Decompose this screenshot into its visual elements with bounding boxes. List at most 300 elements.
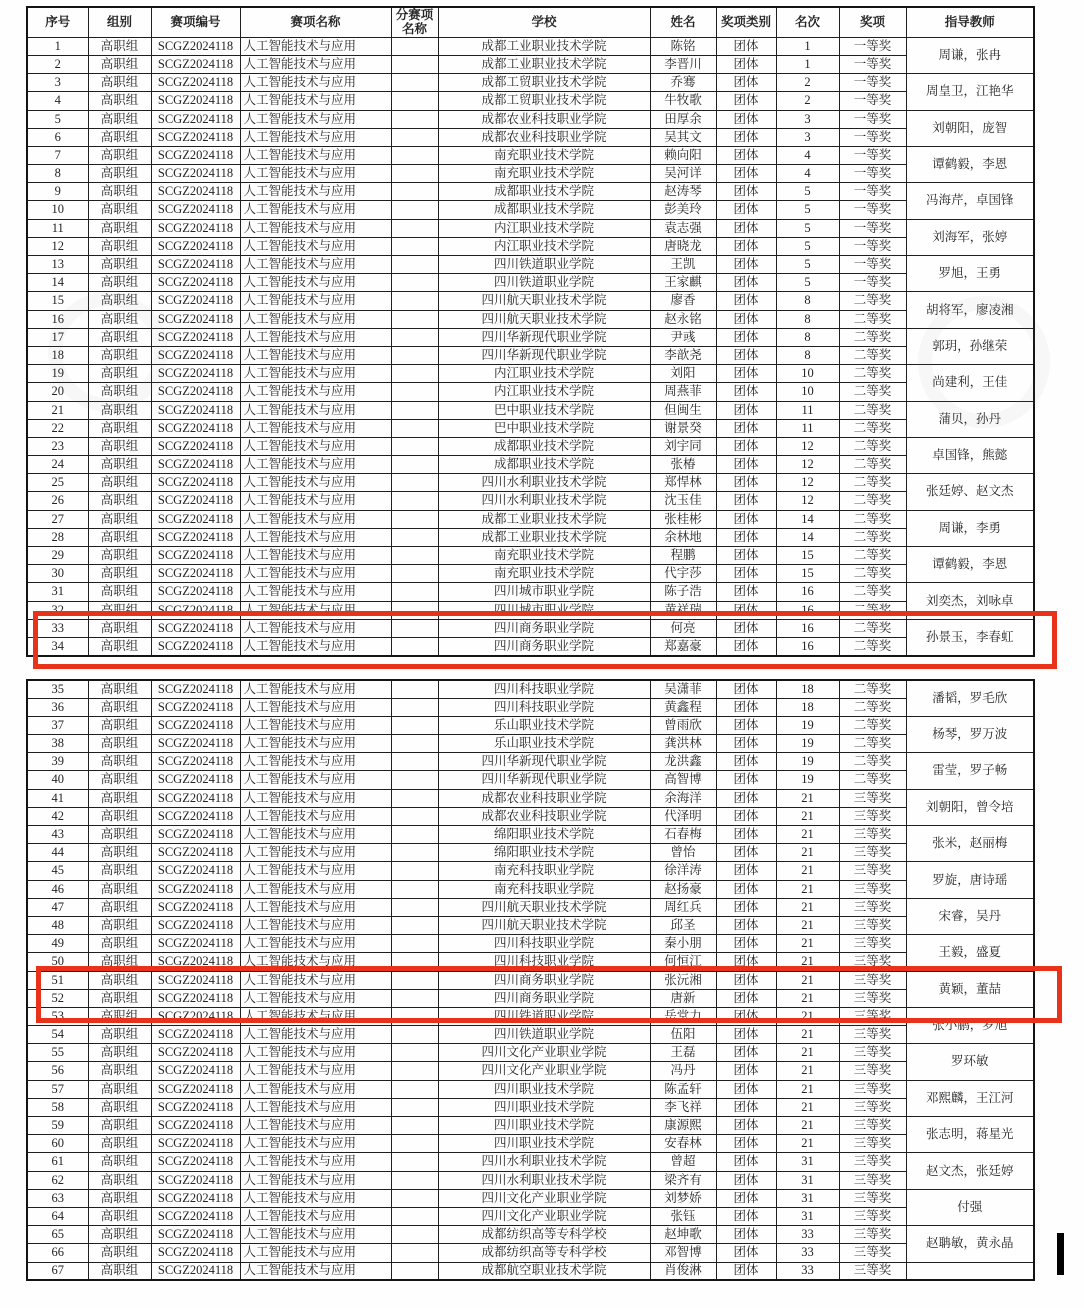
cell-award: 三等奖 — [839, 971, 906, 989]
cell-name: 彭美玲 — [650, 201, 716, 219]
cell-group: 高职组 — [88, 183, 151, 201]
cell-award-category: 团体 — [716, 637, 776, 655]
cell-event-code: SCGZ2024118 — [151, 1153, 240, 1171]
cell-event-code: SCGZ2024118 — [151, 383, 240, 401]
cell-award: 一等奖 — [839, 183, 906, 201]
cell-name: 何亮 — [650, 619, 716, 637]
cell-advisors: 蒲贝，孙丹 — [906, 401, 1034, 437]
cell-rank: 21 — [776, 1026, 839, 1044]
cell-award: 二等奖 — [839, 583, 906, 601]
cell-no: 54 — [27, 1026, 88, 1044]
cell-name: 张桂彬 — [650, 510, 716, 528]
cell-rank: 2 — [776, 92, 839, 110]
cell-event-name: 人工智能技术与应用 — [240, 637, 391, 655]
cell-group: 高职组 — [88, 310, 151, 328]
table-row — [27, 844, 1034, 862]
cell-school: 四川文化产业职业学院 — [438, 1062, 650, 1080]
cell-no: 43 — [27, 826, 88, 844]
cell-name: 周红兵 — [650, 898, 716, 916]
cell-school: 四川水利职业技术学院 — [438, 492, 650, 510]
cell-sub-event — [391, 383, 438, 401]
cell-award: 三等奖 — [839, 1171, 906, 1189]
table-row — [27, 219, 1034, 237]
cell-name: 刘宇同 — [650, 437, 716, 455]
cell-event-code: SCGZ2024118 — [151, 110, 240, 128]
cell-school: 乐山职业技术学院 — [438, 735, 650, 753]
cell-school: 四川航天职业技术学院 — [438, 916, 650, 934]
cell-award: 三等奖 — [839, 1262, 906, 1280]
cell-school: 四川铁道职业学院 — [438, 274, 650, 292]
cell-group: 高职组 — [88, 328, 151, 346]
cell-event-name: 人工智能技术与应用 — [240, 826, 391, 844]
table-row — [27, 146, 1034, 164]
cell-no: 49 — [27, 935, 88, 953]
cell-award-category: 团体 — [716, 1189, 776, 1207]
cell-event-code: SCGZ2024118 — [151, 826, 240, 844]
cell-event-code: SCGZ2024118 — [151, 1189, 240, 1207]
cell-rank: 21 — [776, 916, 839, 934]
cell-advisors: 张廷婷、赵文杰 — [906, 474, 1034, 510]
cell-rank: 4 — [776, 165, 839, 183]
cell-event-code: SCGZ2024118 — [151, 237, 240, 255]
cell-advisors: 杨琴，罗万波 — [906, 716, 1034, 752]
table-row — [27, 1080, 1034, 1098]
cell-sub-event — [391, 1098, 438, 1116]
cell-sub-event — [391, 789, 438, 807]
table-row — [27, 583, 1034, 601]
cell-award-category: 团体 — [716, 789, 776, 807]
cell-event-code: SCGZ2024118 — [151, 698, 240, 716]
cell-group: 高职组 — [88, 55, 151, 73]
cell-name: 王磊 — [650, 1044, 716, 1062]
cell-no: 47 — [27, 898, 88, 916]
cell-rank: 10 — [776, 365, 839, 383]
cell-sub-event — [391, 1244, 438, 1262]
cell-event-name: 人工智能技术与应用 — [240, 953, 391, 971]
cell-group: 高职组 — [88, 844, 151, 862]
cell-award-category: 团体 — [716, 1244, 776, 1262]
cell-award: 三等奖 — [839, 1080, 906, 1098]
cell-rank: 16 — [776, 583, 839, 601]
cell-advisors: 邓熙麟，王江河 — [906, 1080, 1034, 1116]
cell-advisors: 潘韬，罗毛欣 — [906, 680, 1034, 716]
table-row — [27, 274, 1034, 292]
cell-no: 46 — [27, 880, 88, 898]
cell-event-name: 人工智能技术与应用 — [240, 55, 391, 73]
cell-no: 55 — [27, 1044, 88, 1062]
cell-no: 23 — [27, 437, 88, 455]
table-row — [27, 1189, 1034, 1207]
cell-sub-event — [391, 916, 438, 934]
cell-event-code: SCGZ2024118 — [151, 771, 240, 789]
cell-rank: 15 — [776, 565, 839, 583]
cell-name: 张钰 — [650, 1207, 716, 1225]
cell-no: 30 — [27, 565, 88, 583]
table-row — [27, 383, 1034, 401]
cell-award-category: 团体 — [716, 1153, 776, 1171]
cell-award: 二等奖 — [839, 474, 906, 492]
table-row — [27, 1026, 1034, 1044]
cell-event-code: SCGZ2024118 — [151, 492, 240, 510]
cell-name: 曾怡 — [650, 844, 716, 862]
cell-school: 内江职业技术学院 — [438, 383, 650, 401]
cell-school: 四川商务职业学院 — [438, 637, 650, 655]
cell-award-category: 团体 — [716, 419, 776, 437]
cell-rank: 21 — [776, 862, 839, 880]
table-row — [27, 92, 1034, 110]
cell-award-category: 团体 — [716, 565, 776, 583]
highlight-box-rows-33-34 — [33, 611, 1057, 669]
cell-school: 成都工贸职业技术学院 — [438, 92, 650, 110]
cell-event-name: 人工智能技术与应用 — [240, 844, 391, 862]
cell-name: 廖香 — [650, 292, 716, 310]
cell-award: 一等奖 — [839, 201, 906, 219]
cell-no: 11 — [27, 219, 88, 237]
cell-event-code: SCGZ2024118 — [151, 165, 240, 183]
cell-award-category: 团体 — [716, 165, 776, 183]
cell-award: 二等奖 — [839, 547, 906, 565]
cell-event-name: 人工智能技术与应用 — [240, 1080, 391, 1098]
cell-rank: 5 — [776, 274, 839, 292]
cell-rank: 5 — [776, 256, 839, 274]
cell-event-name: 人工智能技术与应用 — [240, 771, 391, 789]
cell-event-name: 人工智能技术与应用 — [240, 274, 391, 292]
cell-no: 50 — [27, 953, 88, 971]
cell-school: 四川水利职业技术学院 — [438, 474, 650, 492]
cell-school: 绵阳职业技术学院 — [438, 826, 650, 844]
cell-event-name: 人工智能技术与应用 — [240, 565, 391, 583]
cell-award: 二等奖 — [839, 346, 906, 364]
cell-event-name: 人工智能技术与应用 — [240, 1135, 391, 1153]
cell-rank: 21 — [776, 953, 839, 971]
cell-group: 高职组 — [88, 401, 151, 419]
cell-event-name: 人工智能技术与应用 — [240, 419, 391, 437]
table-row — [27, 547, 1034, 565]
cell-school: 四川水利职业技术学院 — [438, 1153, 650, 1171]
cell-school: 成都工贸职业技术学院 — [438, 74, 650, 92]
cell-award-category: 团体 — [716, 37, 776, 55]
cell-award-category: 团体 — [716, 528, 776, 546]
cell-award-category: 团体 — [716, 183, 776, 201]
cell-award: 一等奖 — [839, 274, 906, 292]
cell-group: 高职组 — [88, 1189, 151, 1207]
table-row — [27, 807, 1034, 825]
cell-no: 38 — [27, 735, 88, 753]
cell-rank: 14 — [776, 510, 839, 528]
cell-school: 四川航天职业技术学院 — [438, 898, 650, 916]
cell-event-code: SCGZ2024118 — [151, 583, 240, 601]
cell-group: 高职组 — [88, 789, 151, 807]
cell-event-code: SCGZ2024118 — [151, 1135, 240, 1153]
cell-award-category: 团体 — [716, 1262, 776, 1280]
cell-event-name: 人工智能技术与应用 — [240, 492, 391, 510]
cell-name: 秦小朋 — [650, 935, 716, 953]
cell-school: 南充职业技术学院 — [438, 165, 650, 183]
cell-rank: 3 — [776, 110, 839, 128]
cell-no: 39 — [27, 753, 88, 771]
cell-event-code: SCGZ2024118 — [151, 1207, 240, 1225]
cell-no: 6 — [27, 128, 88, 146]
cell-award: 二等奖 — [839, 698, 906, 716]
cell-sub-event — [391, 1135, 438, 1153]
cell-event-code: SCGZ2024118 — [151, 456, 240, 474]
cell-group: 高职组 — [88, 1026, 151, 1044]
cell-name: 沈玉佳 — [650, 492, 716, 510]
cell-event-code: SCGZ2024118 — [151, 274, 240, 292]
cell-sub-event — [391, 1117, 438, 1135]
cell-rank: 8 — [776, 310, 839, 328]
cell-group: 高职组 — [88, 201, 151, 219]
cell-name: 赵涛琴 — [650, 183, 716, 201]
cell-event-name: 人工智能技术与应用 — [240, 1207, 391, 1225]
cell-event-code: SCGZ2024118 — [151, 637, 240, 655]
cell-name: 但闽生 — [650, 401, 716, 419]
table-row — [27, 680, 1034, 698]
cell-award: 一等奖 — [839, 256, 906, 274]
cell-award-category: 团体 — [716, 1117, 776, 1135]
cell-award-category: 团体 — [716, 365, 776, 383]
cell-sub-event — [391, 456, 438, 474]
cell-sub-event — [391, 92, 438, 110]
cell-award: 三等奖 — [839, 1153, 906, 1171]
cell-event-name: 人工智能技术与应用 — [240, 601, 391, 619]
cell-no: 2 — [27, 55, 88, 73]
cell-school: 南充科技职业学院 — [438, 880, 650, 898]
cell-name: 吴其文 — [650, 128, 716, 146]
cell-name: 赵扬豪 — [650, 880, 716, 898]
cell-event-name: 人工智能技术与应用 — [240, 383, 391, 401]
cell-school: 四川华新现代职业学院 — [438, 346, 650, 364]
cell-event-name: 人工智能技术与应用 — [240, 1117, 391, 1135]
cell-event-name: 人工智能技术与应用 — [240, 1226, 391, 1244]
cell-sub-event — [391, 1044, 438, 1062]
cell-event-name: 人工智能技术与应用 — [240, 165, 391, 183]
table-row — [27, 1062, 1034, 1080]
table-row — [27, 346, 1034, 364]
cell-name: 张沅湘 — [650, 971, 716, 989]
cell-event-code: SCGZ2024118 — [151, 680, 240, 698]
cell-award-category: 团体 — [716, 274, 776, 292]
cell-sub-event — [391, 492, 438, 510]
cell-award-category: 团体 — [716, 1026, 776, 1044]
cell-award: 二等奖 — [839, 401, 906, 419]
cell-school: 四川科技职业学院 — [438, 698, 650, 716]
cell-rank: 19 — [776, 753, 839, 771]
header-row — [27, 7, 1034, 37]
cell-rank: 21 — [776, 1080, 839, 1098]
cell-rank: 12 — [776, 456, 839, 474]
cell-group: 高职组 — [88, 383, 151, 401]
cell-group: 高职组 — [88, 880, 151, 898]
cell-event-name: 人工智能技术与应用 — [240, 1189, 391, 1207]
cell-rank: 1 — [776, 55, 839, 73]
cell-award-category: 团体 — [716, 510, 776, 528]
cell-award: 一等奖 — [839, 237, 906, 255]
cell-rank: 31 — [776, 1189, 839, 1207]
table-row — [27, 474, 1034, 492]
cell-event-code: SCGZ2024118 — [151, 844, 240, 862]
cell-event-name: 人工智能技术与应用 — [240, 219, 391, 237]
header-cell-school: 学校 — [438, 7, 650, 37]
cell-event-code: SCGZ2024118 — [151, 935, 240, 953]
cell-advisors: 雷莹，罗子畅 — [906, 753, 1034, 789]
cell-event-name: 人工智能技术与应用 — [240, 365, 391, 383]
cell-group: 高职组 — [88, 165, 151, 183]
cell-advisors: 谭鹤毅，李恩 — [906, 547, 1034, 583]
cell-school: 成都职业技术学院 — [438, 201, 650, 219]
cell-event-code: SCGZ2024118 — [151, 528, 240, 546]
cell-rank: 31 — [776, 1207, 839, 1225]
cell-advisors: 谭鹤毅，李恩 — [906, 146, 1034, 182]
cell-no: 58 — [27, 1098, 88, 1116]
cell-no: 34 — [27, 637, 88, 655]
cell-group: 高职组 — [88, 1244, 151, 1262]
cell-no: 16 — [27, 310, 88, 328]
cell-name: 赵坤歌 — [650, 1226, 716, 1244]
cell-event-code: SCGZ2024118 — [151, 916, 240, 934]
cell-event-code: SCGZ2024118 — [151, 219, 240, 237]
cell-group: 高职组 — [88, 456, 151, 474]
cell-event-name: 人工智能技术与应用 — [240, 437, 391, 455]
cell-no: 37 — [27, 716, 88, 734]
cell-sub-event — [391, 547, 438, 565]
cell-name: 郑嘉豪 — [650, 637, 716, 655]
cell-rank: 21 — [776, 1044, 839, 1062]
cell-event-name: 人工智能技术与应用 — [240, 1098, 391, 1116]
cell-school: 成都农业科技职业学院 — [438, 807, 650, 825]
cell-event-code: SCGZ2024118 — [151, 201, 240, 219]
cell-award: 三等奖 — [839, 1189, 906, 1207]
cell-rank: 11 — [776, 401, 839, 419]
cell-award-category: 团体 — [716, 1062, 776, 1080]
cell-name: 余海洋 — [650, 789, 716, 807]
header-cell-award-category: 奖项类别 — [716, 7, 776, 37]
cell-advisors: 罗环敏 — [906, 1044, 1034, 1080]
cell-sub-event — [391, 1062, 438, 1080]
scan-artifact-black-bar — [1057, 1233, 1064, 1275]
cell-sub-event — [391, 1171, 438, 1189]
table-row — [27, 292, 1034, 310]
cell-award-category: 团体 — [716, 310, 776, 328]
cell-group: 高职组 — [88, 753, 151, 771]
table-row — [27, 165, 1034, 183]
cell-no: 5 — [27, 110, 88, 128]
cell-group: 高职组 — [88, 1044, 151, 1062]
cell-event-code: SCGZ2024118 — [151, 953, 240, 971]
cell-sub-event — [391, 735, 438, 753]
cell-name: 邓智博 — [650, 1244, 716, 1262]
cell-event-name: 人工智能技术与应用 — [240, 456, 391, 474]
cell-award: 三等奖 — [839, 880, 906, 898]
cell-name: 袁志强 — [650, 219, 716, 237]
cell-no: 41 — [27, 789, 88, 807]
cell-sub-event — [391, 1080, 438, 1098]
cell-award: 二等奖 — [839, 328, 906, 346]
cell-school: 四川华新现代职业学院 — [438, 753, 650, 771]
cell-school: 四川科技职业学院 — [438, 680, 650, 698]
cell-name: 王家麒 — [650, 274, 716, 292]
cell-no: 45 — [27, 862, 88, 880]
table-row — [27, 771, 1034, 789]
cell-group: 高职组 — [88, 292, 151, 310]
cell-rank: 21 — [776, 898, 839, 916]
cell-school: 乐山职业技术学院 — [438, 716, 650, 734]
cell-award-category: 团体 — [716, 92, 776, 110]
cell-award: 三等奖 — [839, 1007, 906, 1025]
cell-advisors — [906, 1262, 1034, 1280]
cell-name: 谢景癸 — [650, 419, 716, 437]
cell-event-name: 人工智能技术与应用 — [240, 1044, 391, 1062]
table-row — [27, 256, 1034, 274]
cell-school: 四川城市职业学院 — [438, 601, 650, 619]
cell-award: 三等奖 — [839, 1044, 906, 1062]
cell-event-name: 人工智能技术与应用 — [240, 1153, 391, 1171]
cell-rank: 33 — [776, 1226, 839, 1244]
cell-sub-event — [391, 310, 438, 328]
table-row — [27, 880, 1034, 898]
table-row — [27, 916, 1034, 934]
cell-advisors: 付强 — [906, 1189, 1034, 1225]
cell-sub-event — [391, 165, 438, 183]
cell-award: 三等奖 — [839, 862, 906, 880]
cell-group: 高职组 — [88, 419, 151, 437]
cell-no: 63 — [27, 1189, 88, 1207]
cell-rank: 19 — [776, 735, 839, 753]
cell-name: 刘梦娇 — [650, 1189, 716, 1207]
cell-rank: 18 — [776, 698, 839, 716]
cell-event-name: 人工智能技术与应用 — [240, 37, 391, 55]
header-cell-rank: 名次 — [776, 7, 839, 37]
cell-no: 56 — [27, 1062, 88, 1080]
cell-event-name: 人工智能技术与应用 — [240, 1244, 391, 1262]
cell-award: 三等奖 — [839, 1226, 906, 1244]
header-cell-sub-event-name: 分赛项名称 — [391, 7, 438, 37]
cell-school: 四川职业技术学院 — [438, 1098, 650, 1116]
cell-event-code: SCGZ2024118 — [151, 716, 240, 734]
cell-award-category: 团体 — [716, 383, 776, 401]
cell-award: 一等奖 — [839, 128, 906, 146]
cell-school: 四川科技职业学院 — [438, 935, 650, 953]
cell-advisors: 张米，赵丽梅 — [906, 826, 1034, 862]
cell-name: 伍阳 — [650, 1026, 716, 1044]
cell-sub-event — [391, 1207, 438, 1225]
cell-rank: 11 — [776, 419, 839, 437]
cell-rank: 8 — [776, 346, 839, 364]
cell-group: 高职组 — [88, 1007, 151, 1025]
cell-no: 4 — [27, 92, 88, 110]
cell-group: 高职组 — [88, 1117, 151, 1135]
cell-award: 二等奖 — [839, 456, 906, 474]
cell-name: 代宇莎 — [650, 565, 716, 583]
cell-event-name: 人工智能技术与应用 — [240, 183, 391, 201]
cell-rank: 3 — [776, 128, 839, 146]
cell-event-name: 人工智能技术与应用 — [240, 862, 391, 880]
cell-sub-event — [391, 1026, 438, 1044]
cell-rank: 12 — [776, 474, 839, 492]
cell-award: 二等奖 — [839, 680, 906, 698]
cell-group: 高职组 — [88, 916, 151, 934]
cell-event-name: 人工智能技术与应用 — [240, 146, 391, 164]
cell-group: 高职组 — [88, 510, 151, 528]
cell-award-category: 团体 — [716, 346, 776, 364]
cell-no: 13 — [27, 256, 88, 274]
cell-rank: 16 — [776, 619, 839, 637]
cell-event-code: SCGZ2024118 — [151, 1171, 240, 1189]
cell-name: 李歆尧 — [650, 346, 716, 364]
cell-no: 14 — [27, 274, 88, 292]
cell-sub-event — [391, 862, 438, 880]
cell-no: 7 — [27, 146, 88, 164]
